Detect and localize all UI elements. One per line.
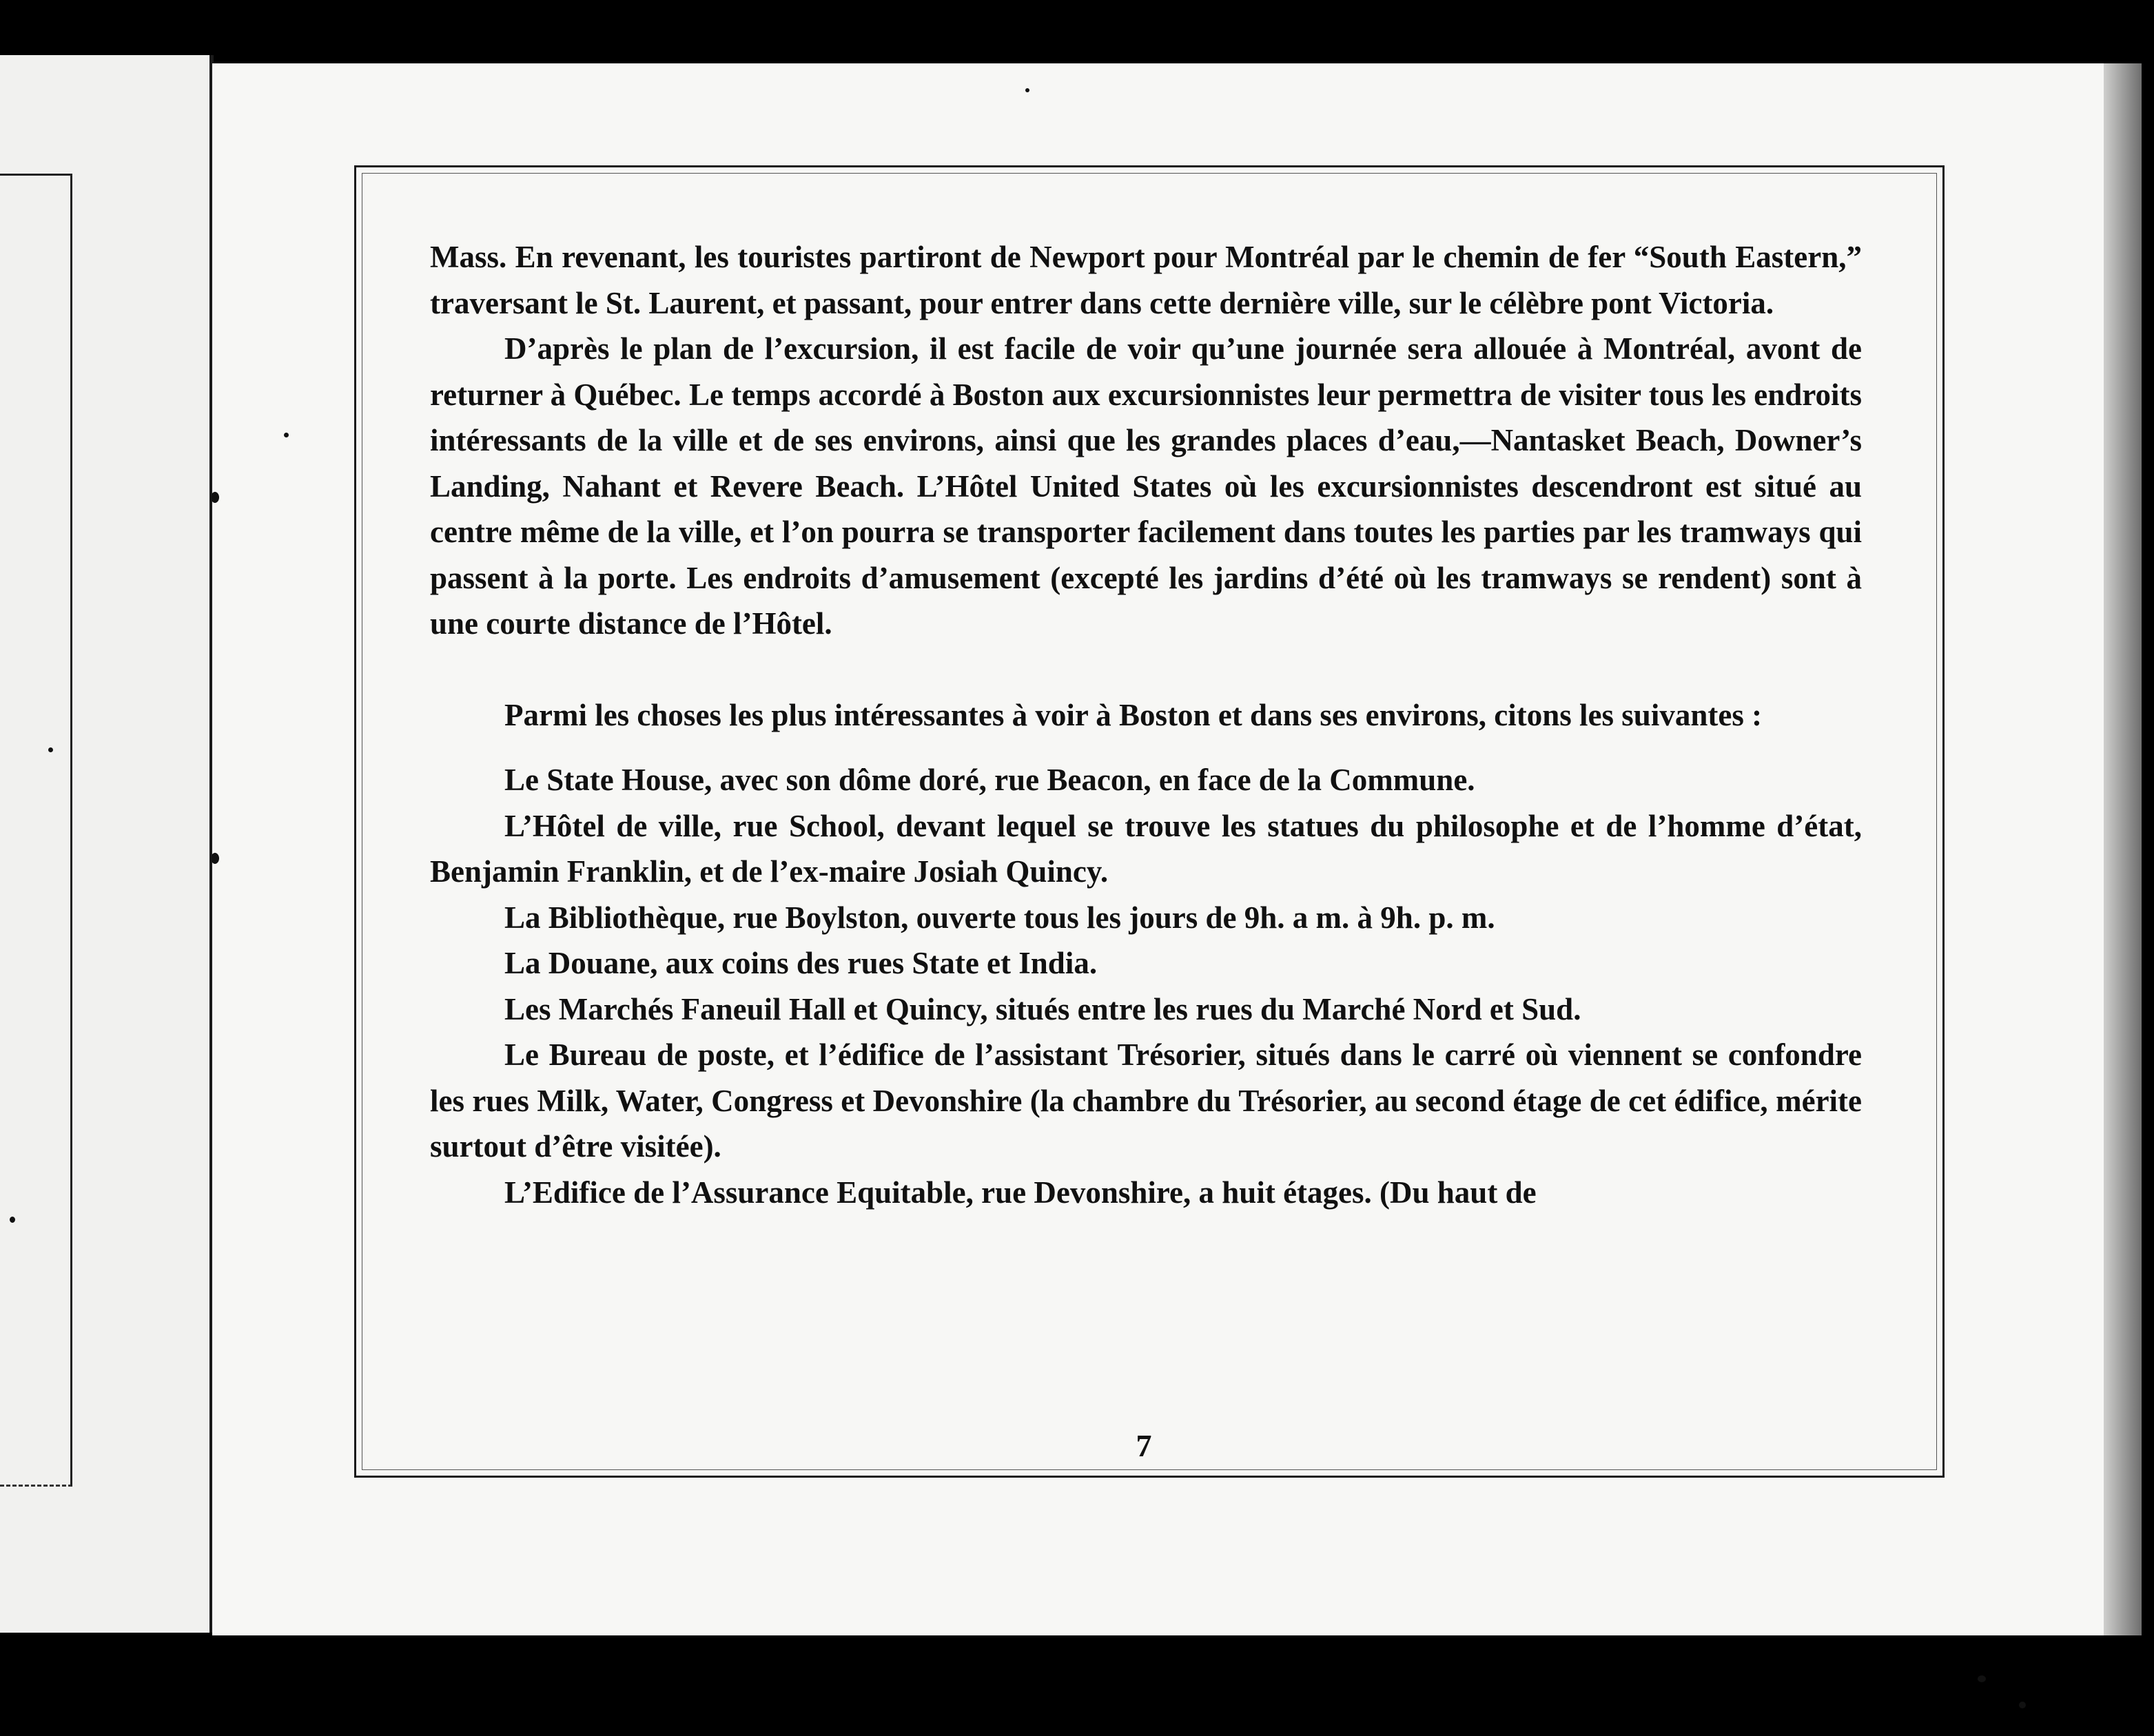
list-gap <box>430 738 1862 757</box>
body-text <box>430 234 1862 1215</box>
speck <box>284 433 289 437</box>
page-number: 7 <box>1136 1428 1152 1463</box>
speck <box>2019 1702 2026 1708</box>
speck <box>10 1217 15 1223</box>
list-item: Le State House, avec son dôme doré, rue Beacon, en face de la Commune. <box>504 763 1475 797</box>
list-item: Les Marchés Faneuil Hall et Quincy, situés entre les rues du Marché Nord et Sud. <box>504 991 1581 1026</box>
list-item: Le Bureau de poste, et l’édifice de l’assistant Trésorier, situés dans le carré où viennent se confondre les rues Milk, Water, Congress et Devonshire (la chambre du Trésorier, au second étage de cet édifice, mérite surtout d’être visitée). <box>430 1037 1862 1164</box>
list-item: La Douane, aux coins des rues State et India. <box>504 946 1098 980</box>
list-intro-paragraph: Parmi les choses les plus intéressantes à voir à Boston et dans ses environs, citons les suivantes : <box>504 697 1763 732</box>
binding-mark <box>211 853 219 864</box>
left-facing-page <box>0 55 212 1633</box>
intro-paragraph: Mass. En revenant, les touristes partiront de Newport pour Montréal par le chemin de fer “South Eastern,” traversant le St. Laurent, et passant, pour entrer dans cette dernière ville, sur le célèbre pont Victoria. <box>430 240 1862 320</box>
paragraph-gap <box>430 647 1862 692</box>
list-item: L’Edifice de l’Assurance Equitable, rue Devonshire, a huit étages. (Du haut de <box>504 1175 1537 1210</box>
speck <box>1025 88 1029 92</box>
page-edge-shadow <box>2104 63 2142 1635</box>
plan-paragraph: D’après le plan de l’excursion, il est facile de voir qu’une journée sera allouée à Montréal, avont de returner à Québec. Le temps accordé à Boston aux excursionnistes leur permettra de visiter tous les endroits intéressants de la ville et de ses environs, ainsi que les grandes places d’eau,—Nantasket Beach, Downer’s Landing, Nahant et Revere Beach. L’Hôtel United States où les excursionnistes descendront est situé au centre même de la ville, et l’on pourra se transporter facilement dans toutes les parties par les tramways qui passent à la porte. Les endroits d’amusement (excepté les jardins d’été où les tramways se rendent) sont à une courte distance de l’Hôtel. <box>430 331 1862 641</box>
speck <box>48 747 53 752</box>
left-page-border <box>0 174 72 1487</box>
list-item: L’Hôtel de ville, rue School, devant lequel se trouve les statues du philosophe et de l’homme d’état, Benjamin Franklin, et de l’ex-maire Josiah Quincy. <box>430 808 1862 889</box>
list-item: La Bibliothèque, rue Boylston, ouverte tous les jours de 9h. a m. à 9h. p. m. <box>504 900 1495 935</box>
speck <box>1978 1675 1986 1682</box>
binding-mark <box>211 492 219 503</box>
